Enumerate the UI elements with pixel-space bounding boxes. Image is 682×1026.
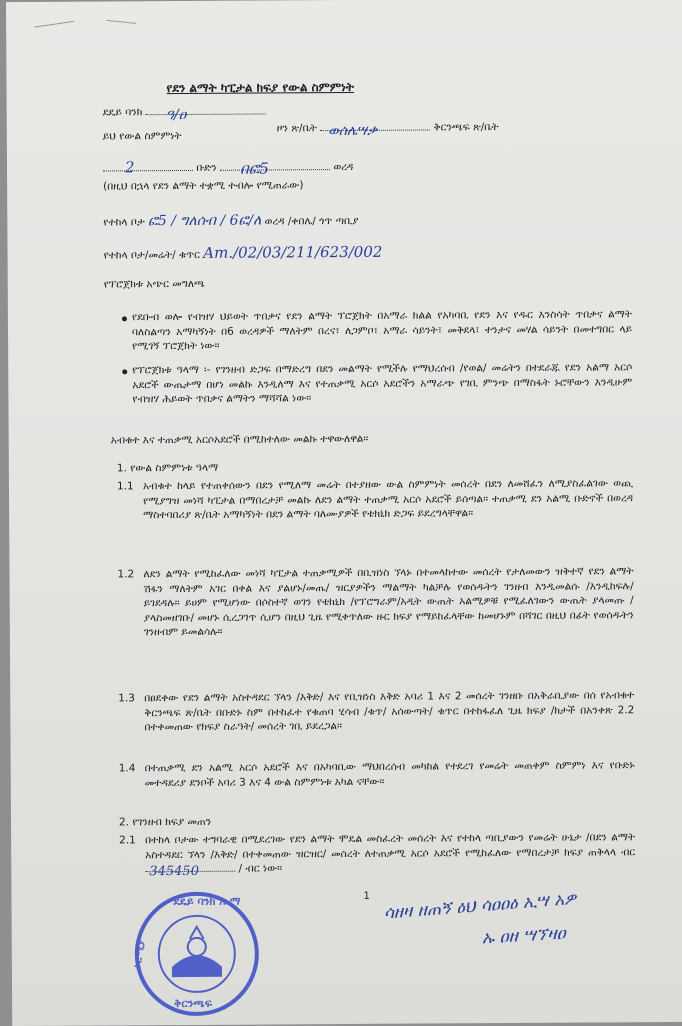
document-page xyxy=(6,0,682,1026)
clause-text: ለደን ልማት የሚከፈለው መነሻ ካፒታል ተጠቃሚዎች በቢዝነስ ኘላኑ በተመላከተው መሰረት የታለመውን ዝቅተኛ የደን ልማት ሽፋን ማለትም አገር በቀል እና ያልሆኑ/መጤ/ ዝርያዎችን ማልማት ካልቻሉ የወሰዱትን ገንዘብ እንዲመልሱ /እንዲከፍሉ/ ይገደዳሉ። ይሀም የሚሆነው በሶስተኛ ወገን የቴክኒክ /የፕሮግራም/አዲት ውጤት አልሚዎቹ የሚፈለገውን ውጤት ያላመጡ /ያላስመዘገቡ/ መሆኑ ሲረጋገጥ ሲሆን በዚህ ጊዜ የሚቀጥለው ዙር ክፍያ የማይከፈላቸው ከመሆኑም በሻገር በዚህ በፊት የወሰዱትን ገንዘብም ይመልሳሉ። xyxy=(143,565,634,639)
clause-21-text: በተከላ ቦታው ተግባራዊ በሚደረገው የደን ልማት ሞዴል መስፈረት መሰረት እና የተከላ ጣቢያውን የመሬት ሁኔታ /በደን ልማት አስተዳደር ኘላን /እቅድ/ በተቀመጠው ዝርዝር/ መሰረት ለተጠቃሚ አርሶ አደሮች የሚከፈለው የማበረታቻ ክፍያ ጠቅላላ ብር xyxy=(145,831,636,861)
bank-label: ደዴይ ባንክ xyxy=(102,106,143,119)
bank-line xyxy=(102,104,266,124)
code-value: Am./02/03/211/623/002 xyxy=(203,242,383,262)
stamp-bottom-text: ቅርንጫፍ xyxy=(174,996,213,1011)
stamp-left-text: ኦሮሚያ xyxy=(132,938,148,970)
clause-number: 2.1 xyxy=(119,834,136,847)
address-value: ፎ5 / ግለሰብ / 6ፎ/ለ xyxy=(147,212,262,230)
clause-text: አብቁተ ከላይ የተጠቀሰውን በደን የሚለማ መሬት በተያዘው ውል ስምምነት መሰረት በደን ለመሸፈን ለሚያስፈልገው ወጪ የሚያግዝ መነሻ ካፒታል በማበረታቻ መልኩ ለደን ልማት ተጠቃሚ አርሶ አደሮች ይሰጣል። ተጠቃሚ ደን አልሚ ቡድኖች በወረዳ ማስተባበሪያ ጽ/ቤት አማካኝነት በደን ልማት ባለሙያዎች የቴክኒክ ድጋፍ ይደረግላቸዋል። xyxy=(142,477,634,522)
amount-suffix: / ብር ነው። xyxy=(238,862,283,875)
header-note: (በዚህ በኋላ የደን ልማት ተቋሚ ተብሎ የሚጠራው) xyxy=(103,179,304,193)
zone-field xyxy=(320,122,430,140)
section-overview-heading: የፕሮጀክቱ አጭር መግለጫ xyxy=(103,277,205,291)
amount-value: 345450 xyxy=(149,864,200,880)
group-line xyxy=(103,160,353,176)
bank-number: ዓ/ዐ xyxy=(165,106,187,124)
zone-label: ዞን ጽ/ቤት xyxy=(276,122,317,135)
woreda-value: በፎ5 xyxy=(240,159,269,178)
clause-text: በፀደቀው የደን ልማት አስተዳደር ኘላን /እቅድ/ እና የቢዝነስ እቅድ አባሪ 1 እና 2 መሰረት ገንዘቡ በአቅራቢያው በሰ የአብቁተ ቅርንጫፍ ጽ/ቤት በቡድኑ ስም በተከፈተ የቁጠባ ሂሳብ /ቁጥ/ አሰውጣት/ ቁጥር በተከፋፈለ ጊዜ ክፍያ /ክታች በአንቀጽ 2.2 በተቀመጠው የክፍያ ስራዓት/ መሰረት ገቢ ይደረጋል። xyxy=(144,689,635,734)
code-line xyxy=(103,242,383,263)
stamp-top-text: ደዴይ ባንክ አ.ማ xyxy=(173,894,241,909)
bullet-dot xyxy=(122,369,127,374)
bank-number-field xyxy=(146,106,266,124)
fold-mark xyxy=(34,21,74,28)
bullet-item: የፕሮጀክቱ ዓላማ ፡- የገንዘብ ድጋፍ በማድረግ በደን መልማት የሚችሉ የማህረሰብ /የወል/ መሬትን በተደራጁ የደን አልማ አርሶ አደሮች ውጤታማ በሆነ መልኩ እንዲለማ እና የተጠቃሚ አርሶ አደሮችን አማራጭ የገቢ ምንጭ በማስፋት ኑሮቸውን እንዲሁም የብዝሃ ሕይወት ጥበቃና ልማትን ማሻሻል ነው። xyxy=(132,361,633,406)
branch-label: ቅርንጫፍ ጽ/ቤት xyxy=(433,121,499,134)
page-number: 1 xyxy=(363,890,370,902)
woreda-field xyxy=(220,159,330,178)
address-line xyxy=(103,213,358,230)
clause-text: በተጠቃሚ ደን አልሚ አርሶ አደሮች እና በአካባቢው ማህበረሰብ መካከል የተደረገ የመሬት መጠቀም ስምምነ እና የቡድኑ መተዳደሪያ ደንቦች አባሪ 3 እና 4 ውል ስምምነቱ አካል ናቸው። xyxy=(144,759,635,789)
clause-number: 1.4 xyxy=(118,762,136,775)
woreda-label: ወረዳ xyxy=(333,160,354,174)
section1-heading: 1. የውል ስምምነቱ ዓላማ xyxy=(116,461,219,475)
clause-number: 1.1 xyxy=(116,480,134,493)
fold-mark xyxy=(106,20,136,24)
intro-text: አብቁተ እና ተጠቃሚ አርሶአደሮች በሚከተለው መልኩ ተዋውለዋል። xyxy=(110,432,369,447)
bullet-item: የደቡብ ወሎ የብዝሃ ህይወት ጥበቃና የደን ልማት ፕሮጀክት በአማራ ክልል የአካባቢ የደን እና የዱር እንስሳት ጥበቃና ልማት ባለስልጣን አማካኝነት በ6 ወረዳዎች ማለትም በረና፣ ለጋምቦ፣ አማራ ሳይንት፣ መቅደላ፣ ተንታና መሃል ሳይንት በመተግበር ላይ የሚገኝ ፕሮጀክት ነው። xyxy=(131,308,633,353)
address-label: የተከላ ቦታ xyxy=(103,216,145,229)
clause-text xyxy=(145,830,636,880)
zone-line xyxy=(276,120,499,140)
group-count-field xyxy=(103,158,193,177)
clause-number: 1.3 xyxy=(118,692,136,705)
section2-heading: 2. የገንዘብ ክፍያ መጠን xyxy=(118,815,212,829)
document-title: የደን ልማት ካፒታል ክፍያ የውል ስምምነት xyxy=(166,79,354,96)
amount-field xyxy=(145,864,235,880)
address-suffix: ወረዳ /ቀበሌ/ ጎጥ ጣቢያ xyxy=(264,214,359,228)
code-label: የተከላ ቦታ/መሬት/ ቁጥር xyxy=(103,248,200,262)
signature-line: ሳዘዛ ዘጠኝ ዕህ ሳዐዐዕ ኢሣ አዎ xyxy=(383,888,577,924)
agreement-label: ይህ የውል ስምምነት xyxy=(102,129,182,143)
group-count: 2 xyxy=(124,158,135,177)
bank-stamp xyxy=(131,889,262,1020)
zone-value: ወሰሌሣቃ xyxy=(328,122,378,140)
clause-number: 1.2 xyxy=(117,568,135,581)
signature-line: ኡ ዐዘ ሣኘዛዐ xyxy=(481,923,567,949)
group-label: ቡድን xyxy=(196,161,217,174)
bullet-dot xyxy=(122,316,127,321)
